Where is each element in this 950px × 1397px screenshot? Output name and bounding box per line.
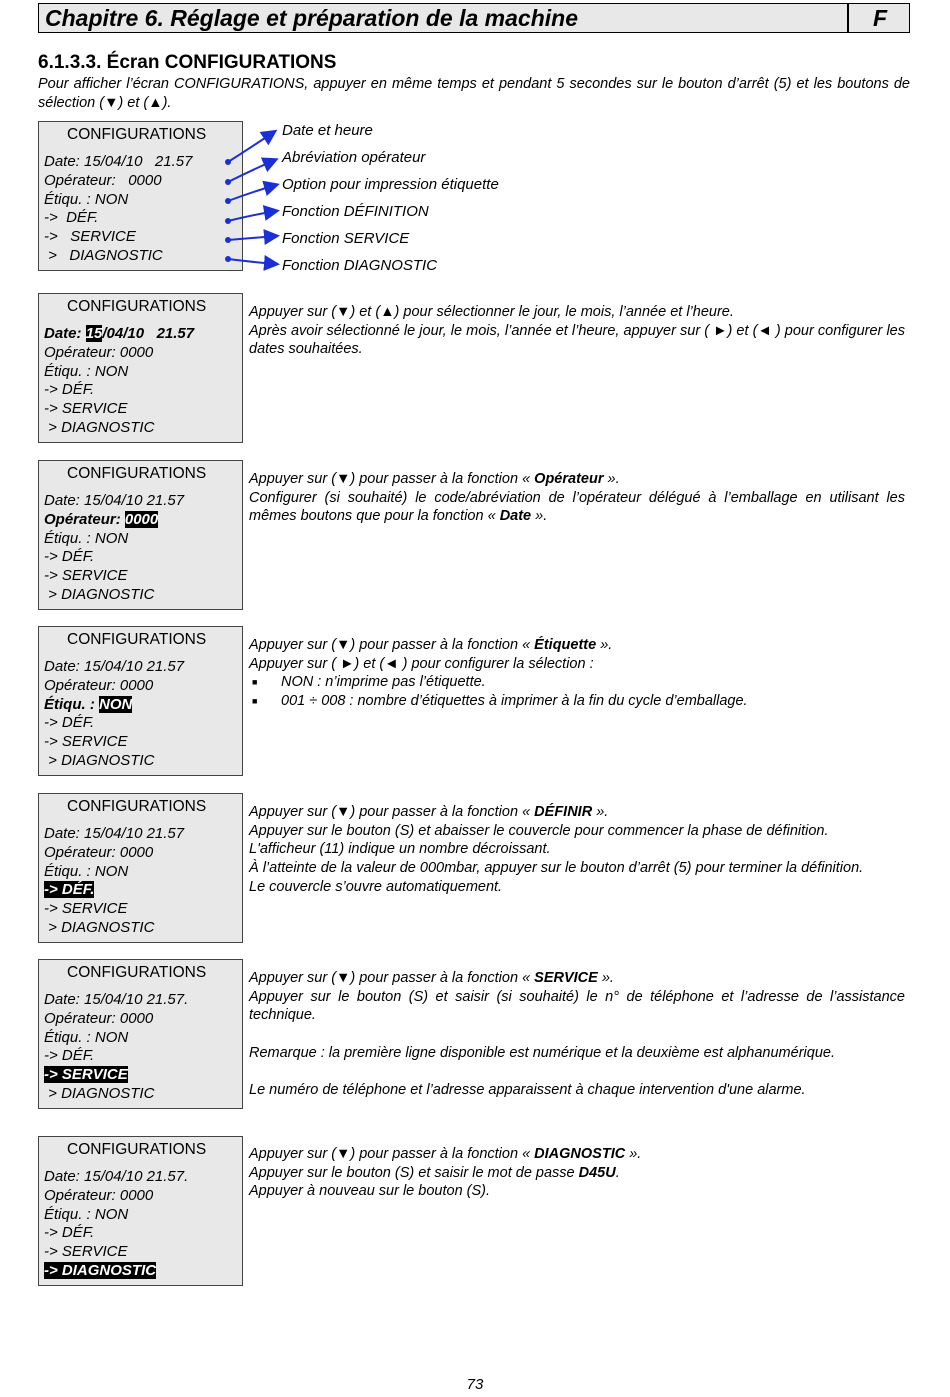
- screen-line-label: Étiqu. : NON: [44, 1029, 129, 1046]
- screen-title: CONFIGURATIONS: [67, 126, 207, 143]
- arrow-diagnostic: [228, 259, 276, 264]
- screen-service: [38, 959, 243, 1109]
- arrow-label: [228, 185, 276, 201]
- screen-line-date: Date: 15/04/10 21.57: [44, 153, 193, 170]
- screen-etiquette: [38, 626, 243, 776]
- arrow-service: [228, 236, 276, 240]
- arrow-def: [228, 211, 276, 221]
- step-date-description: Appuyer sur (▼) et (▲) pour sélectionner le jour, le mois, l’année et l’heure. Après avoir sélectionné le jour, le mois, l’année et l’heure, appuyer sur ( ►) et (◄ ) pour configurer les dates souhaitées.: [249, 304, 905, 358]
- screen-line-service: [44, 1066, 128, 1085]
- label-etiquette: Option pour impression étiquette: [282, 176, 499, 193]
- step-definition-description: Appuyer sur (▼) pour passer à la fonction « DÉFINIR ». Appuyer sur le bouton (S) et abaisser le couvercle pour commencer la phase de définition. L'afficheur (11) indique un nombre décroissant. À l’atteinte de la valeur de 000mbar, appuyer sur le bouton d’arrêt (5) pour terminer la définition. Le couvercle s’ouvre automatiquement.: [249, 804, 864, 895]
- step-diagnostic-description: Appuyer sur (▼) pour passer à la fonction « DIAGNOSTIC ». Appuyer sur le bouton (S) et saisir le mot de passe D45U. Appuyer à nouveau sur le bouton (S).: [249, 1146, 642, 1200]
- screen-line-operator: Opérateur: 0000: [44, 1010, 154, 1027]
- screen-line-diagnostic: > DIAGNOSTIC: [44, 1085, 155, 1102]
- screen-operator: [38, 460, 243, 610]
- screen-line-def: -> DÉF.: [44, 1047, 95, 1064]
- screen-line-def: -> DÉF.: [44, 381, 95, 398]
- label-definition: Fonction DÉFINITION: [282, 203, 429, 220]
- section-intro: Pour afficher l’écran CONFIGURATIONS, appuyer en même temps et pendant 5 secondes sur le bouton d’arrêt (5) et les boutons de sélection (▼) et (▲).: [38, 76, 910, 111]
- screen-line-service: -> SERVICE: [44, 900, 128, 917]
- screen-line-service: -> SERVICE: [44, 400, 128, 417]
- selected-def: -> DÉF.: [44, 881, 95, 898]
- screen-line-service: -> SERVICE: [44, 1243, 128, 1260]
- screen-line-service: -> SERVICE: [44, 228, 136, 245]
- screen-line-def: -> DÉF.: [44, 714, 95, 731]
- screen-line-date: Date: 15/04/10 21.57: [44, 658, 185, 675]
- selected-service: -> SERVICE: [44, 1066, 128, 1083]
- label-operator: Abréviation opérateur: [282, 149, 426, 166]
- selected-etiquette: NON: [99, 696, 133, 713]
- label-diagnostic: Fonction DIAGNOSTIC: [282, 257, 438, 274]
- screen-line-diagnostic: [44, 1262, 156, 1281]
- screen-line-diagnostic: > DIAGNOSTIC: [44, 247, 163, 264]
- screen-line-operator: Opérateur: 0000: [44, 344, 154, 361]
- step-etiquette-description: Appuyer sur (▼) pour passer à la fonction « Étiquette ». Appuyer sur ( ►) et (◄ ) pour configurer la sélection : ■ NON : n’imprime pas l’étiquette. ■ 001 ÷ 008 : nombre d’étiquettes à imprimer à la fin du cycle d’emballage.: [249, 636, 905, 711]
- label-date: Date et heure: [282, 122, 373, 139]
- screen-line-label: Étiqu. : NON: [44, 863, 129, 880]
- screen-line-label: Étiqu. : NON: [44, 191, 129, 208]
- screen-line-operator: Opérateur: 0000: [44, 511, 159, 528]
- screen-line-date: Date: 15/04/10 21.57: [44, 825, 185, 842]
- label-service: Fonction SERVICE: [282, 230, 410, 247]
- screen-line-def: -> DÉF.: [44, 1224, 95, 1241]
- step-service-description: Appuyer sur (▼) pour passer à la fonction « SERVICE ». Appuyer sur le bouton (S) et saisir (si souhaité) le n° de téléphone et l’adresse de l’assistance technique. Remarque : la première ligne disponible est numérique et la deuxième est alphanumérique. Le numéro de téléphone et l’adresse apparaissent à chaque intervention d'une alarme.: [249, 970, 905, 1099]
- screen-line-def: -> DÉF.: [44, 209, 99, 226]
- screen-line-def: [44, 881, 94, 900]
- screen-line-service: -> SERVICE: [44, 567, 128, 584]
- screen-date: [38, 293, 243, 443]
- screen-line-label: Étiqu. : NON: [44, 530, 129, 547]
- screen-line-operator: Opérateur: 0000: [44, 172, 162, 189]
- screen-line-diagnostic: > DIAGNOSTIC: [44, 919, 155, 936]
- screen-line-label: Étiqu. : NON: [44, 696, 133, 713]
- screen-line-diagnostic: > DIAGNOSTIC: [44, 419, 155, 436]
- screen-title: CONFIGURATIONS: [67, 798, 207, 815]
- screen-line-def: -> DÉF.: [44, 548, 95, 565]
- screen-line-date: Date: 15/04/10 21.57: [44, 325, 195, 342]
- screen-line-label: Étiqu. : NON: [44, 1206, 129, 1223]
- screen-line-operator: Opérateur: 0000: [44, 677, 154, 694]
- screen-line-date: Date: 15/04/10 21.57.: [44, 991, 189, 1008]
- screen-line-operator: Opérateur: 0000: [44, 1187, 154, 1204]
- bullet-item: ■ NON : n’imprime pas l’étiquette.: [252, 674, 486, 691]
- screen-diagnostic: [38, 1136, 243, 1286]
- selected-diagnostic: -> DIAGNOSTIC: [44, 1262, 157, 1279]
- screen-line-diagnostic: > DIAGNOSTIC: [44, 586, 155, 603]
- bullet-item: ■ 001 ÷ 008 : nombre d’étiquettes à imprimer à la fin du cycle d’emballage.: [252, 693, 748, 710]
- screen-definition: [38, 793, 243, 943]
- screen-line-diagnostic: > DIAGNOSTIC: [44, 752, 155, 769]
- screen-title: CONFIGURATIONS: [67, 964, 207, 981]
- screen-line-service: -> SERVICE: [44, 733, 128, 750]
- overview-arrows: [0, 0, 950, 300]
- screen-line-date: Date: 15/04/10 21.57: [44, 492, 185, 509]
- step-operator-description: Appuyer sur (▼) pour passer à la fonction « Opérateur ». Configurer (si souhaité) le code/abréviation de l’opérateur délégué à l’emballage en utilisant les mêmes boutons que pour la fonction « Date ».: [249, 471, 905, 525]
- screen-title: CONFIGURATIONS: [67, 631, 207, 648]
- arrow-date: [228, 132, 274, 162]
- page-number: 73: [466, 1376, 484, 1393]
- selected-operator: 0000: [124, 511, 159, 528]
- section-title: 6.1.3.3. Écran CONFIGURATIONS: [38, 52, 337, 73]
- screen-title: CONFIGURATIONS: [67, 1141, 207, 1158]
- screen-line-operator: Opérateur: 0000: [44, 844, 154, 861]
- screen-line-date: Date: 15/04/10 21.57.: [44, 1168, 189, 1185]
- screen-title: CONFIGURATIONS: [67, 465, 207, 482]
- screen-line-label: Étiqu. : NON: [44, 363, 129, 380]
- screen-title: CONFIGURATIONS: [67, 298, 207, 315]
- selected-day: 15: [85, 325, 103, 342]
- chapter-title: Chapitre 6. Réglage et préparation de la machine: [45, 5, 578, 31]
- language-letter: F: [873, 5, 888, 31]
- arrow-operator: [228, 160, 275, 182]
